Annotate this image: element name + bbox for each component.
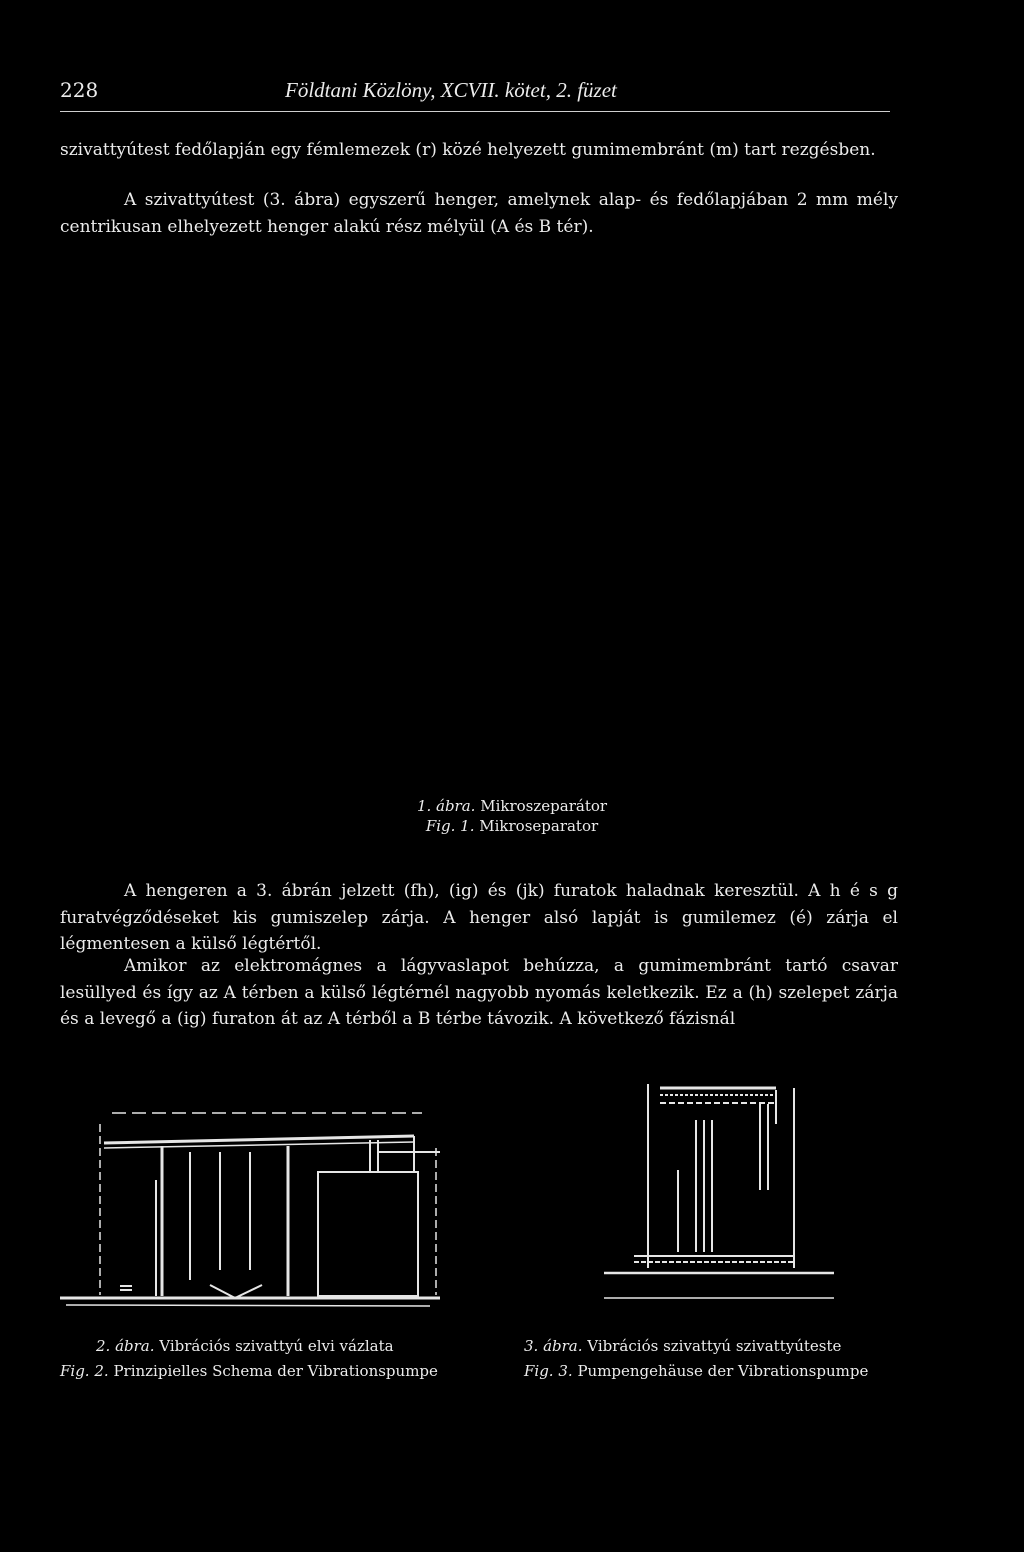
figure-1-caption-de: Fig. 1. Mikroseparator — [425, 817, 599, 835]
paragraph-3: A hengeren a 3. ábrán jelzett (fh), (ig) és (jk) furatok haladnak keresztül. A h é s g furatvégződéseket kis gumiszelep zárja. A henger alsó lapját is gumilemez (é) zárja el légmentesen a külső légtértől. — [60, 881, 898, 954]
running-header — [60, 78, 890, 108]
figure-2-caption — [60, 1334, 438, 1384]
figure-2-schematic — [60, 1080, 440, 1320]
figure-3-pump-body — [600, 1080, 840, 1300]
paragraph-1: szivattyútest fedőlapján egy fémlemezek (r) közé helyezett gumimembránt (m) tart rezgésben. — [60, 140, 876, 160]
figure-1-caption-hu: 1. ábra. Mikroszeparátor — [416, 797, 608, 815]
page-number: 228 — [60, 78, 99, 102]
figure-2-caption-hu: 2. ábra. Vibrációs szivattyú elvi vázlata — [96, 1337, 394, 1355]
paragraph-2: A szivattyútest (3. ábra) egyszerű henger, amelynek alap- és fedőlapjában 2 mm mély centrikusan elhelyezett henger alakú rész mélyül (A és B tér). — [60, 190, 898, 237]
figure-3-caption-de: Fig. 3. Pumpengehäuse der Vibrationspumpe — [524, 1362, 869, 1380]
journal-title: Földtani Közlöny, XCVII. kötet, 2. füzet — [285, 78, 617, 102]
paragraph-4: Amikor az elektromágnes a lágyvaslapot behúzza, a gumimembránt tartó csavar lesüllyed és így az A térben a külső légtérnél nagyobb nyomás keletkezik. Ez a (h) szelepet zárja és a levegő a (ig) furaton át az A térből a B térbe távozik. A következő fázisnál — [60, 956, 898, 1029]
figure-2-caption-de: Fig. 2. Prinzipielles Schema der Vibrationspumpe — [60, 1362, 438, 1380]
figure-3-caption-hu: 3. ábra. Vibrációs szivattyú szivattyúteste — [524, 1337, 842, 1355]
figure-3-caption — [524, 1334, 868, 1384]
header-rule — [60, 111, 890, 112]
